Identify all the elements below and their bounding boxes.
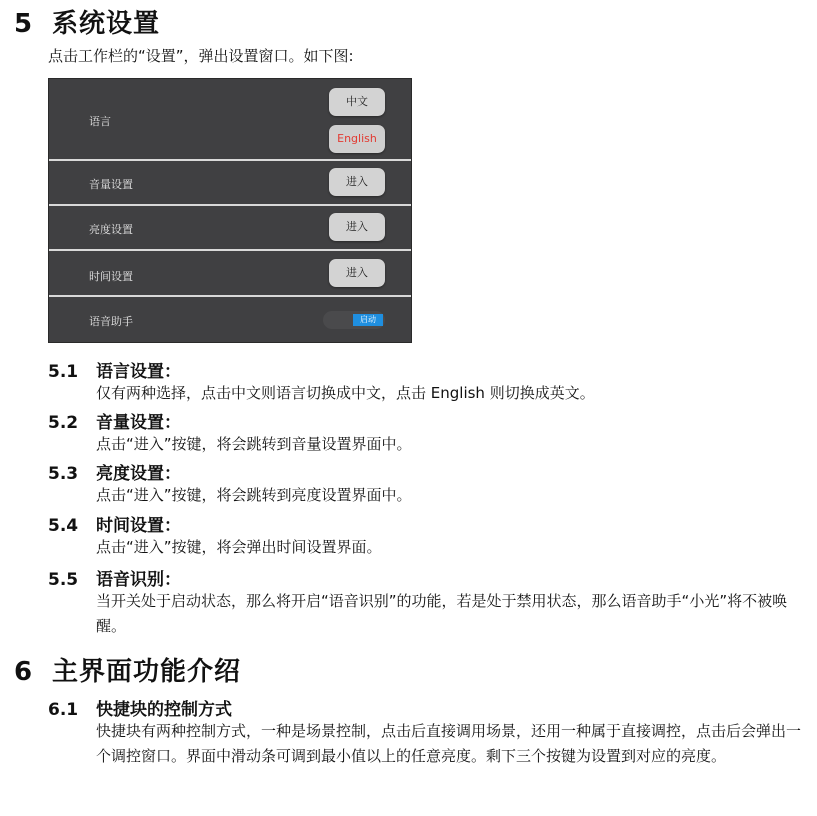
subsection-number: 5.5 — [48, 570, 79, 590]
settings-screenshot — [48, 78, 412, 343]
subsection-6-1-heading — [48, 695, 232, 720]
volume-enter-button[interactable]: 进入 — [329, 168, 385, 196]
subsection-5-3-heading — [48, 459, 181, 484]
subsection-number: 6.1 — [48, 700, 79, 720]
english-button[interactable]: English — [329, 125, 385, 153]
volume-row — [49, 161, 411, 204]
voice-toggle-on-badge: 启动 — [353, 314, 383, 326]
language-label: 语言 — [89, 115, 111, 128]
subsection-5-1-text: 仅有两种选择，点击中文则语言切换成中文，点击 English 则切换成英文。 — [96, 384, 595, 402]
subsection-5-5-text: 当开关处于启动状态，那么将开启“语音识别”的功能，若是处于禁用状态，那么语音助手“小光”将不被唤醒。 — [96, 592, 788, 635]
brightness-enter-button[interactable]: 进入 — [329, 213, 385, 241]
voice-row — [49, 297, 411, 343]
brightness-row — [49, 206, 411, 249]
time-enter-button[interactable]: 进入 — [329, 259, 385, 287]
time-row — [49, 251, 411, 294]
subsection-title: 音量设置： — [96, 413, 181, 433]
time-label: 时间设置 — [89, 270, 133, 283]
language-row — [49, 79, 411, 159]
brightness-label: 亮度设置 — [89, 223, 133, 236]
subsection-number: 5.3 — [48, 464, 79, 484]
volume-label: 音量设置 — [89, 178, 133, 191]
subsection-number: 5.4 — [48, 516, 79, 536]
subsection-5-2-heading — [48, 408, 181, 433]
section-5-intro: 点击工作栏的“设置”，弹出设置窗口。如下图: — [48, 47, 354, 65]
subsection-5-3-text: 点击“进入”按键，将会跳转到亮度设置界面中。 — [96, 486, 412, 504]
subsection-title: 快捷块的控制方式 — [96, 700, 232, 720]
voice-label: 语音助手 — [89, 315, 133, 328]
subsection-title: 语音识别： — [96, 570, 181, 590]
section-5-heading — [14, 3, 160, 40]
subsection-6-1-text: 快捷块有两种控制方式，一种是场景控制，点击后直接调用场景，还用一种属于直接调控，点击后会弹出一个调控窗口。界面中滑动条可调到最小值以上的任意亮度。剩下三个按键为设置到对应的亮度。 — [96, 722, 802, 765]
section-6-heading — [14, 651, 241, 688]
subsection-5-1-heading — [48, 357, 181, 382]
chinese-button[interactable]: 中文 — [329, 88, 385, 116]
subsection-5-5-heading — [48, 565, 181, 590]
voice-toggle[interactable] — [323, 311, 385, 329]
section-title: 系统设置 — [52, 9, 161, 39]
subsection-5-4-text: 点击“进入”按键，将会弹出时间设置界面。 — [96, 538, 382, 556]
section-title: 主界面功能介绍 — [52, 657, 242, 687]
section-number: 5 — [14, 9, 34, 39]
subsection-title: 时间设置： — [96, 516, 181, 536]
subsection-number: 5.1 — [48, 362, 79, 382]
subsection-5-4-heading — [48, 511, 181, 536]
subsection-title: 语言设置： — [96, 362, 181, 382]
section-number: 6 — [14, 657, 34, 687]
subsection-5-2-text: 点击“进入”按键，将会跳转到音量设置界面中。 — [96, 435, 412, 453]
subsection-number: 5.2 — [48, 413, 79, 433]
subsection-title: 亮度设置： — [96, 464, 181, 484]
